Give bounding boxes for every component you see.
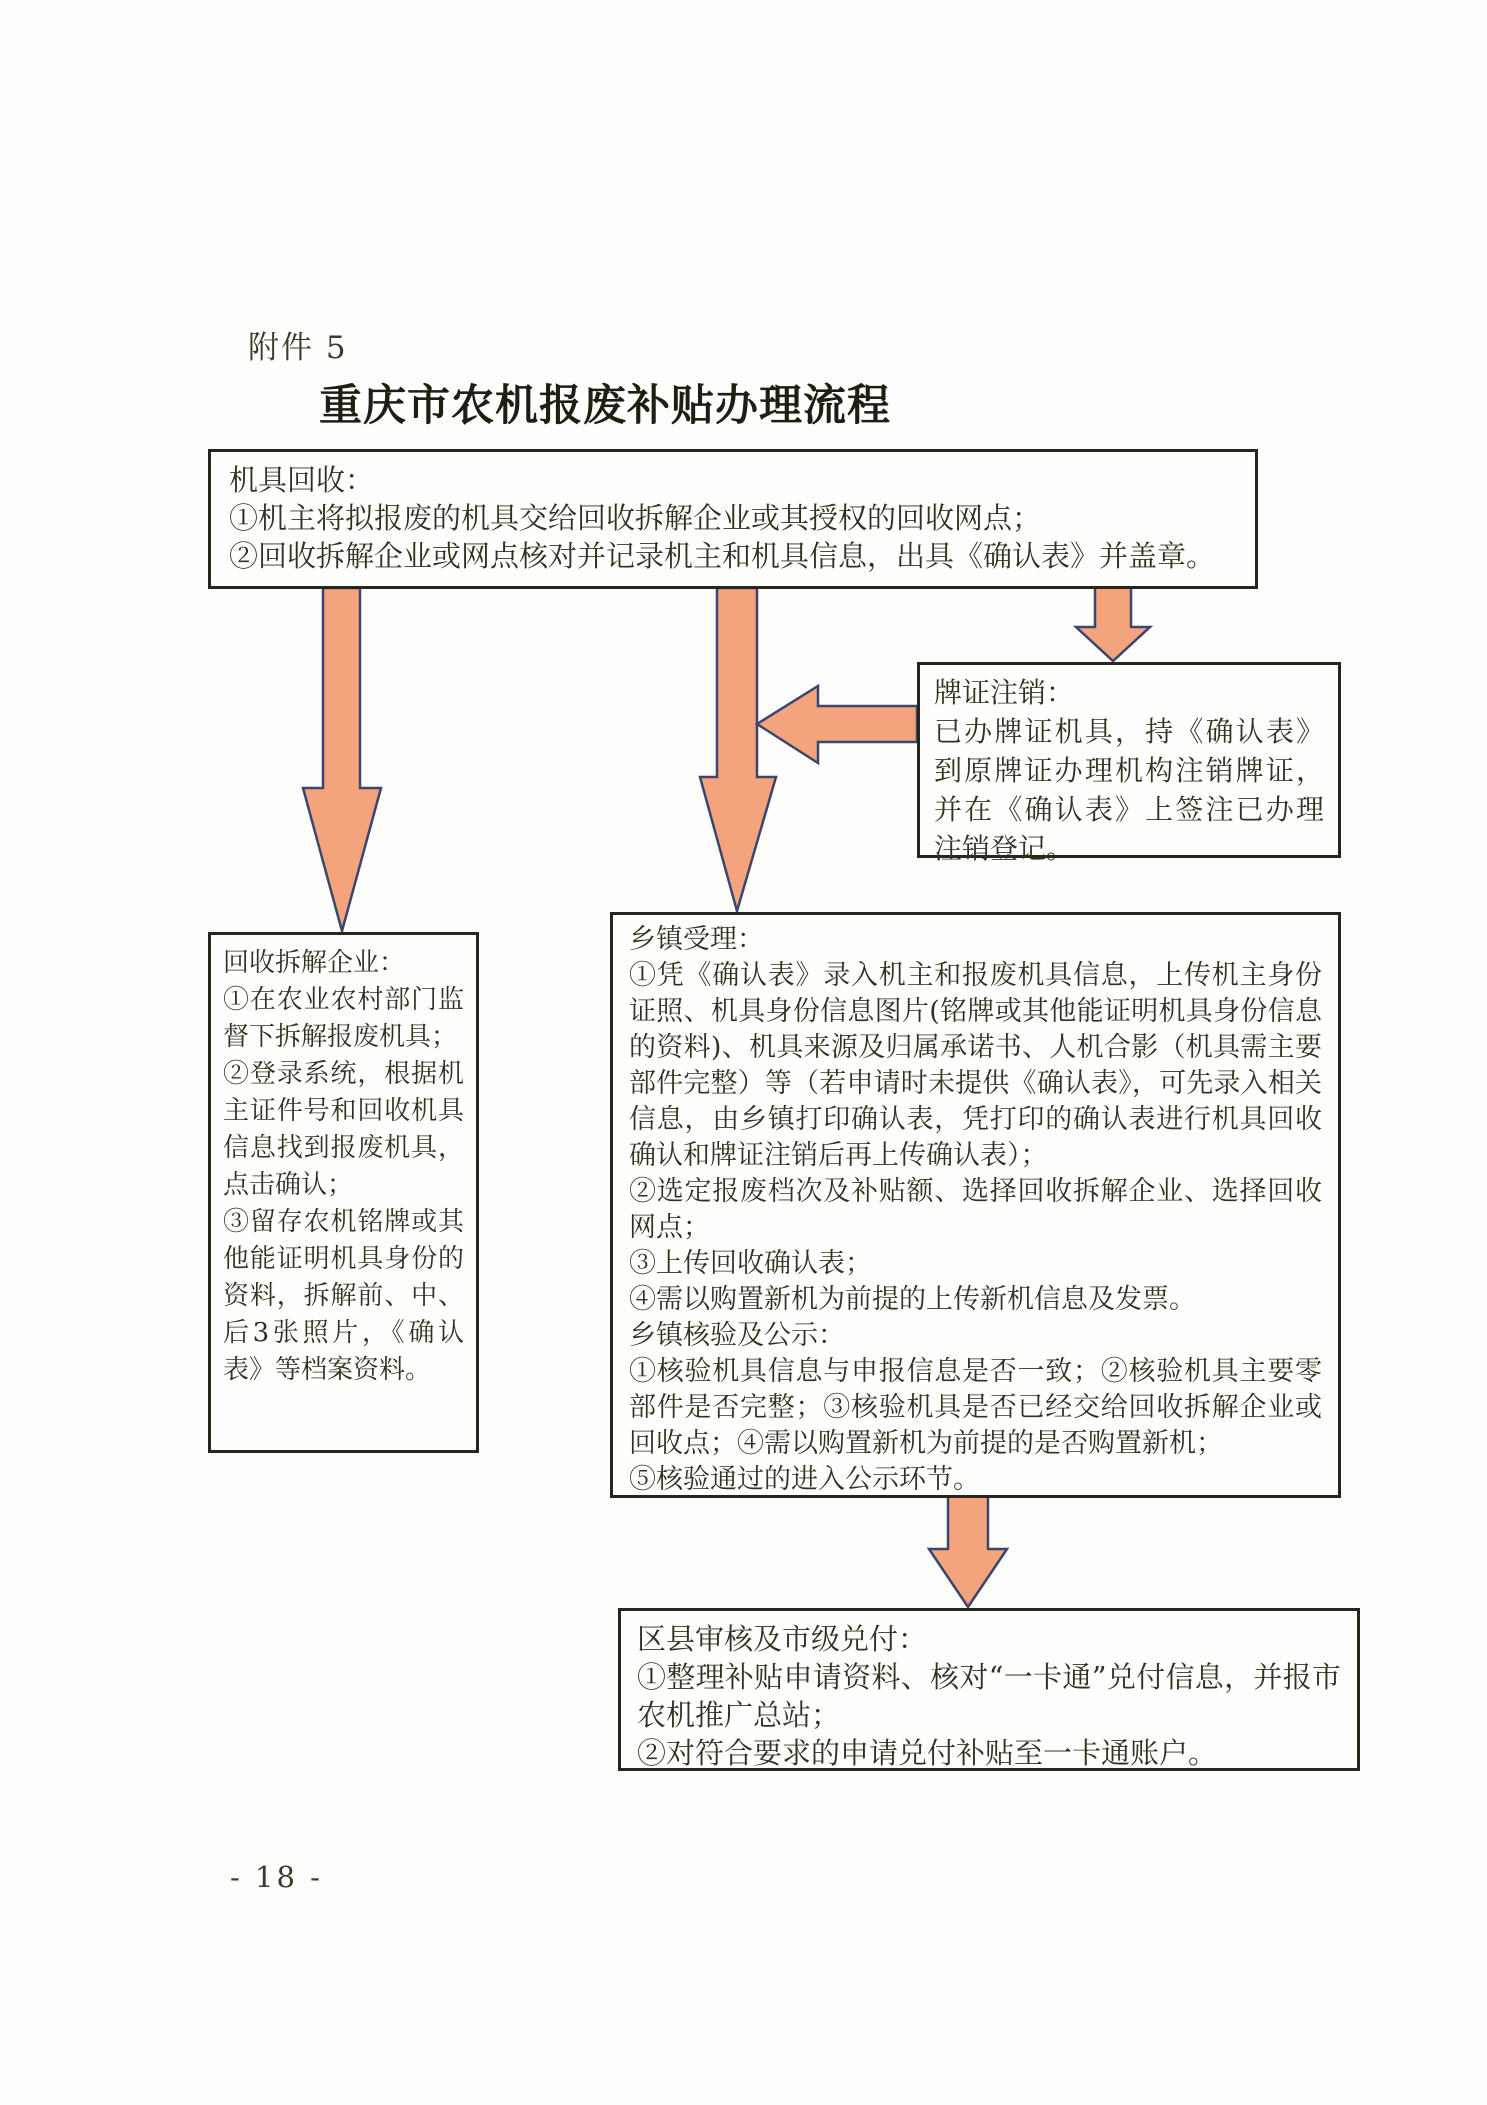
box-item: ③留存农机铭牌或其他能证明机具身份的资料，拆解前、中、后3张照片，《确认表》等档案资料。 bbox=[223, 1207, 464, 1385]
box-title: 乡镇受理： bbox=[629, 924, 764, 955]
box-item: ②登录系统，根据机主证件号和回收机具信息找到报废机具，点击确认； bbox=[223, 1059, 464, 1200]
box-title: 牌证注销： bbox=[934, 676, 1075, 709]
box-body: 已办牌证机具，持《确认表》到原牌证办理机构注销牌证，并在《确认表》上签注已办理注销登记。 bbox=[934, 715, 1324, 865]
box-item: ①机主将拟报废的机具交给回收拆解企业或其授权的回收网点； bbox=[229, 501, 1042, 535]
box-township-acceptance bbox=[610, 912, 1341, 1498]
box-title: 回收拆解企业： bbox=[223, 948, 406, 978]
page-number: - 18 - bbox=[230, 1860, 323, 1894]
box-item: ②回收拆解企业或网点核对并记录机主和机具信息，出具《确认表》并盖章。 bbox=[229, 539, 1216, 573]
box-dismantle-enterprise bbox=[208, 932, 479, 1453]
down-arrow-recycle-to-township-icon bbox=[700, 588, 776, 911]
box-item: ①核验机具信息与申报信息是否一致；②核验机具主要零部件是否完整；③核验机具是否已经交给回收拆解企业或回收点；④需以购置新机为前提的是否购置新机； bbox=[629, 1356, 1322, 1459]
box-item: ①在农业农村部门监督下拆解报废机具； bbox=[223, 985, 464, 1052]
box-license-cancellation bbox=[917, 662, 1341, 865]
box-subtitle: 乡镇核验及公示： bbox=[629, 1320, 845, 1351]
down-arrow-township-to-county-icon bbox=[929, 1496, 1007, 1607]
box-title: 机具回收： bbox=[229, 463, 375, 497]
box-title: 区县审核及市级兑付： bbox=[637, 1622, 928, 1656]
down-arrow-recycle-to-dismantle-icon bbox=[303, 588, 381, 931]
box-item: ③上传回收确认表； bbox=[629, 1248, 872, 1279]
down-arrow-recycle-to-license-icon bbox=[1076, 586, 1150, 661]
attachment-label: 附件 5 bbox=[248, 330, 348, 366]
left-arrow-license-to-flow-icon bbox=[757, 686, 917, 763]
box-item: ⑤核验通过的进入公示环节。 bbox=[629, 1464, 980, 1495]
page-title: 重庆市农机报废补贴办理流程 bbox=[319, 381, 891, 431]
box-item: ④需以购置新机为前提的上传新机信息及发票。 bbox=[629, 1284, 1196, 1315]
box-item: ②选定报废档次及补贴额、选择回收拆解企业、选择回收网点； bbox=[629, 1176, 1322, 1243]
box-county-review-payment bbox=[618, 1608, 1360, 1771]
box-item: ①凭《确认表》录入机主和报废机具信息，上传机主身份证照、机具身份信息图片(铭牌或其他能证明机具身份信息的资料)、机具来源及归属承诺书、人机合影（机具需主要部件完整）等（若申请时未提供《确认表》，可先录入相关信息，由乡镇打印确认表，凭打印的确认表进行机具回收确认和牌证注销后再上传确认表）； bbox=[629, 960, 1322, 1171]
box-machine-recycle bbox=[208, 449, 1258, 589]
box-item: ②对符合要求的申请兑付补贴至一卡通账户。 bbox=[637, 1736, 1218, 1770]
box-item: ①整理补贴申请资料、核对“一卡通”兑付信息，并报市农机推广总站； bbox=[637, 1660, 1341, 1732]
